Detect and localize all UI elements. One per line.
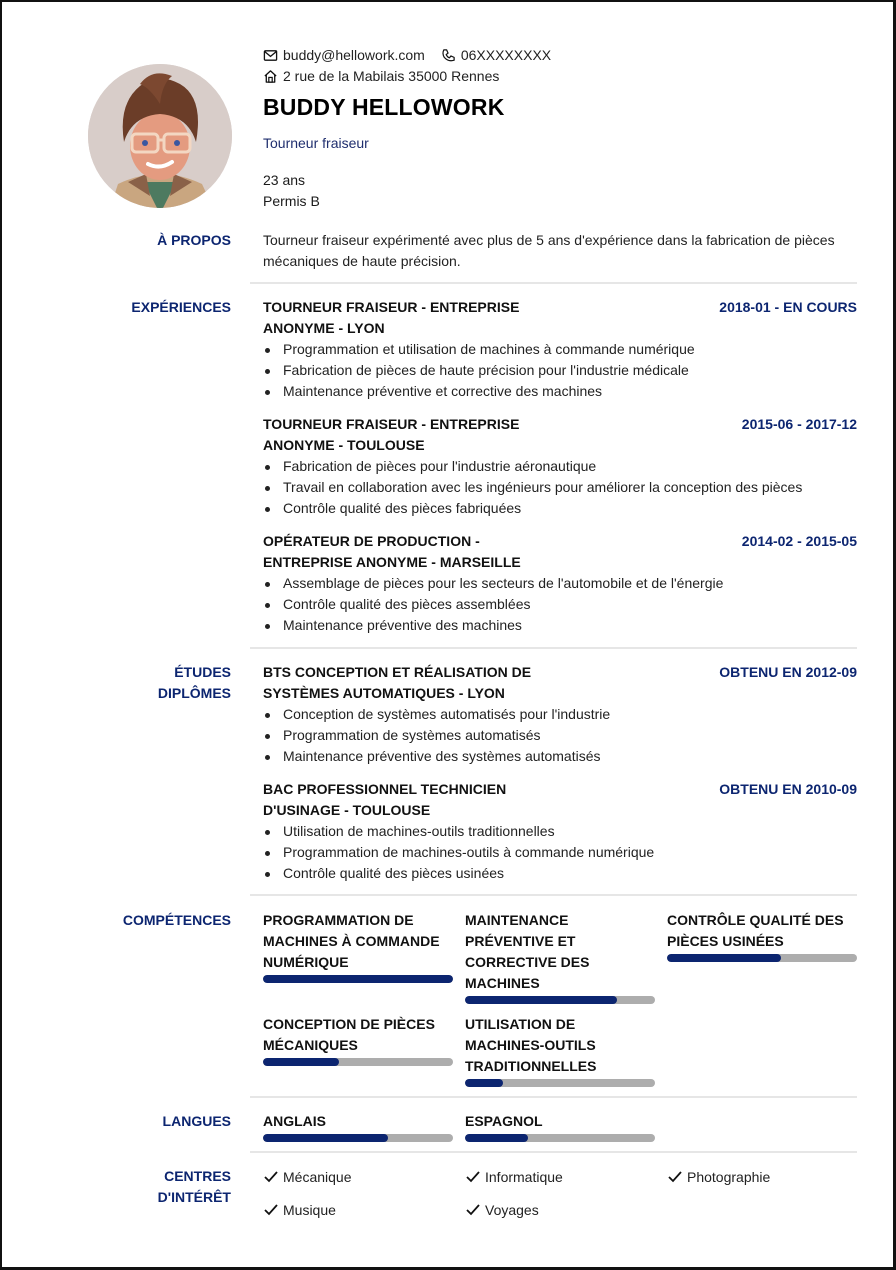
section-label-interests: CENTRES D'INTÉRÊT — [157, 1168, 231, 1205]
interest-label: Musique — [283, 1201, 336, 1218]
phone-text: 06XXXXXXXX — [460, 47, 552, 63]
experience-bullets — [263, 573, 857, 636]
envelope-icon — [263, 48, 278, 63]
bullet-item: Contrôle qualité des pièces assemblées — [263, 594, 857, 615]
experience-entry — [263, 297, 857, 402]
skill-level-bar — [263, 975, 453, 983]
bullet-item: Assemblage de pièces pour les secteurs de l'automobile et de l'énergie — [263, 573, 857, 594]
section-label-languages: LANGUES — [162, 1113, 231, 1129]
address-text: 2 rue de la Mabilais 35000 Rennes — [283, 68, 500, 84]
education-entry — [263, 662, 857, 767]
bullet-item: Maintenance préventive des systèmes automatisés — [263, 746, 857, 767]
bullet-item: Contrôle qualité des pièces fabriquées — [263, 498, 857, 519]
interest-item — [263, 1166, 352, 1187]
skill-item — [667, 910, 857, 962]
divider — [250, 647, 857, 649]
bullet-item: Programmation de systèmes automatisés — [263, 725, 857, 746]
skill-name: CONTRÔLE QUALITÉ DES PIÈCES USINÉES — [667, 912, 844, 949]
skill-level-bar — [465, 996, 655, 1004]
interest-item — [465, 1199, 539, 1220]
phone-item[interactable] — [441, 47, 551, 63]
language-item — [263, 1111, 453, 1142]
education-date: OBTENU EN 2010-09 — [719, 781, 857, 797]
bullet-item: Maintenance préventive des machines — [263, 615, 857, 636]
skill-level-fill — [263, 1058, 339, 1066]
bullet-item: Utilisation de machines-outils traditionnelles — [263, 821, 857, 842]
skill-name: UTILISATION DE MACHINES-OUTILS TRADITIONNELLES — [465, 1016, 597, 1074]
education-title: BAC PROFESSIONNEL TECHNICIEN D'USINAGE - TOULOUSE — [263, 781, 507, 818]
home-icon — [263, 69, 278, 84]
language-level-bar — [465, 1134, 655, 1142]
interest-item — [667, 1166, 770, 1187]
skill-item — [263, 910, 453, 983]
language-name: ANGLAIS — [263, 1113, 326, 1129]
experience-date: 2015-06 - 2017-12 — [741, 416, 857, 432]
skill-level-fill — [263, 975, 453, 983]
interest-label: Mécanique — [283, 1168, 352, 1185]
experience-date: 2018-01 - EN COURS — [719, 299, 857, 315]
language-level-fill — [263, 1134, 388, 1142]
about-text: Tourneur fraiseur expérimenté avec plus de 5 ans d'expérience dans la fabrication de pièces mécaniques de haute précision. — [263, 232, 835, 269]
check-icon — [465, 1203, 481, 1217]
divider — [250, 282, 857, 284]
education-date: OBTENU EN 2012-09 — [719, 664, 857, 680]
language-level-bar — [263, 1134, 453, 1142]
interest-item — [263, 1199, 336, 1220]
section-label-about: À PROPOS — [157, 232, 231, 248]
skill-level-bar — [667, 954, 857, 962]
bullet-item: Travail en collaboration avec les ingénieurs pour améliorer la conception des pièces — [263, 477, 857, 498]
driving-license: Permis B — [263, 193, 320, 209]
education-title: BTS CONCEPTION ET RÉALISATION DE SYSTÈMES AUTOMATIQUES - LYON — [263, 664, 532, 701]
experience-bullets — [263, 456, 857, 519]
language-level-fill — [465, 1134, 528, 1142]
skill-level-fill — [465, 996, 617, 1004]
skill-name: CONCEPTION DE PIÈCES MÉCANIQUES — [263, 1016, 435, 1053]
avatar — [88, 64, 232, 208]
check-icon — [263, 1203, 279, 1217]
bullet-item: Fabrication de pièces de haute précision pour l'industrie médicale — [263, 360, 857, 381]
candidate-name: BUDDY HELLOWORK — [263, 94, 505, 120]
skill-item — [465, 910, 655, 1004]
bullet-item: Contrôle qualité des pièces usinées — [263, 863, 857, 884]
experience-date: 2014-02 - 2015-05 — [741, 533, 857, 549]
education-bullets — [263, 704, 857, 767]
check-icon — [263, 1170, 279, 1184]
bullet-item: Programmation de machines-outils à commande numérique — [263, 842, 857, 863]
skill-item — [465, 1014, 655, 1087]
check-icon — [667, 1170, 683, 1184]
job-title: Tourneur fraiseur — [263, 135, 369, 151]
skill-name: MAINTENANCE PRÉVENTIVE ET CORRECTIVE DES MACHINES — [465, 912, 590, 991]
email-text: buddy@hellowork.com — [283, 47, 425, 63]
address-item — [263, 68, 499, 84]
interest-label: Photographie — [687, 1168, 771, 1185]
skill-item — [263, 1014, 453, 1066]
experience-title: TOURNEUR FRAISEUR - ENTREPRISE ANONYME - TOULOUSE — [263, 416, 520, 453]
interest-label: Informatique — [485, 1168, 563, 1185]
phone-icon — [441, 48, 456, 63]
section-label-education: ÉTUDES DIPLÔMES — [157, 664, 231, 701]
divider — [250, 1096, 857, 1098]
experience-entry — [263, 414, 857, 519]
interest-item — [465, 1166, 563, 1187]
language-name: ESPAGNOL — [465, 1113, 543, 1129]
skill-level-fill — [667, 954, 781, 962]
education-bullets — [263, 821, 857, 884]
section-label-skills: COMPÉTENCES — [122, 912, 231, 928]
experience-bullets — [263, 339, 857, 402]
email-item[interactable] — [263, 47, 425, 63]
section-label-experiences: EXPÉRIENCES — [131, 299, 231, 315]
skill-level-bar — [465, 1079, 655, 1087]
bullet-item: Maintenance préventive et corrective des machines — [263, 381, 857, 402]
avatar-illustration-icon — [88, 64, 232, 208]
age: 23 ans — [263, 172, 306, 188]
experience-title: TOURNEUR FRAISEUR - ENTREPRISE ANONYME - LYON — [263, 299, 520, 336]
interest-label: Voyages — [485, 1201, 539, 1218]
divider — [250, 894, 857, 896]
skill-level-fill — [465, 1079, 503, 1087]
skill-name: PROGRAMMATION DE MACHINES À COMMANDE NUMÉRIQUE — [263, 912, 440, 970]
contact-info — [263, 45, 567, 87]
experience-entry — [263, 531, 857, 636]
skill-level-bar — [263, 1058, 453, 1066]
language-item — [465, 1111, 655, 1142]
experience-title: OPÉRATEUR DE PRODUCTION - ENTREPRISE ANONYME - MARSEILLE — [263, 533, 521, 570]
divider — [250, 1151, 857, 1153]
education-entry — [263, 779, 857, 884]
bullet-item: Programmation et utilisation de machines à commande numérique — [263, 339, 857, 360]
bullet-item: Conception de systèmes automatisés pour l'industrie — [263, 704, 857, 725]
check-icon — [465, 1170, 481, 1184]
bullet-item: Fabrication de pièces pour l'industrie aéronautique — [263, 456, 857, 477]
